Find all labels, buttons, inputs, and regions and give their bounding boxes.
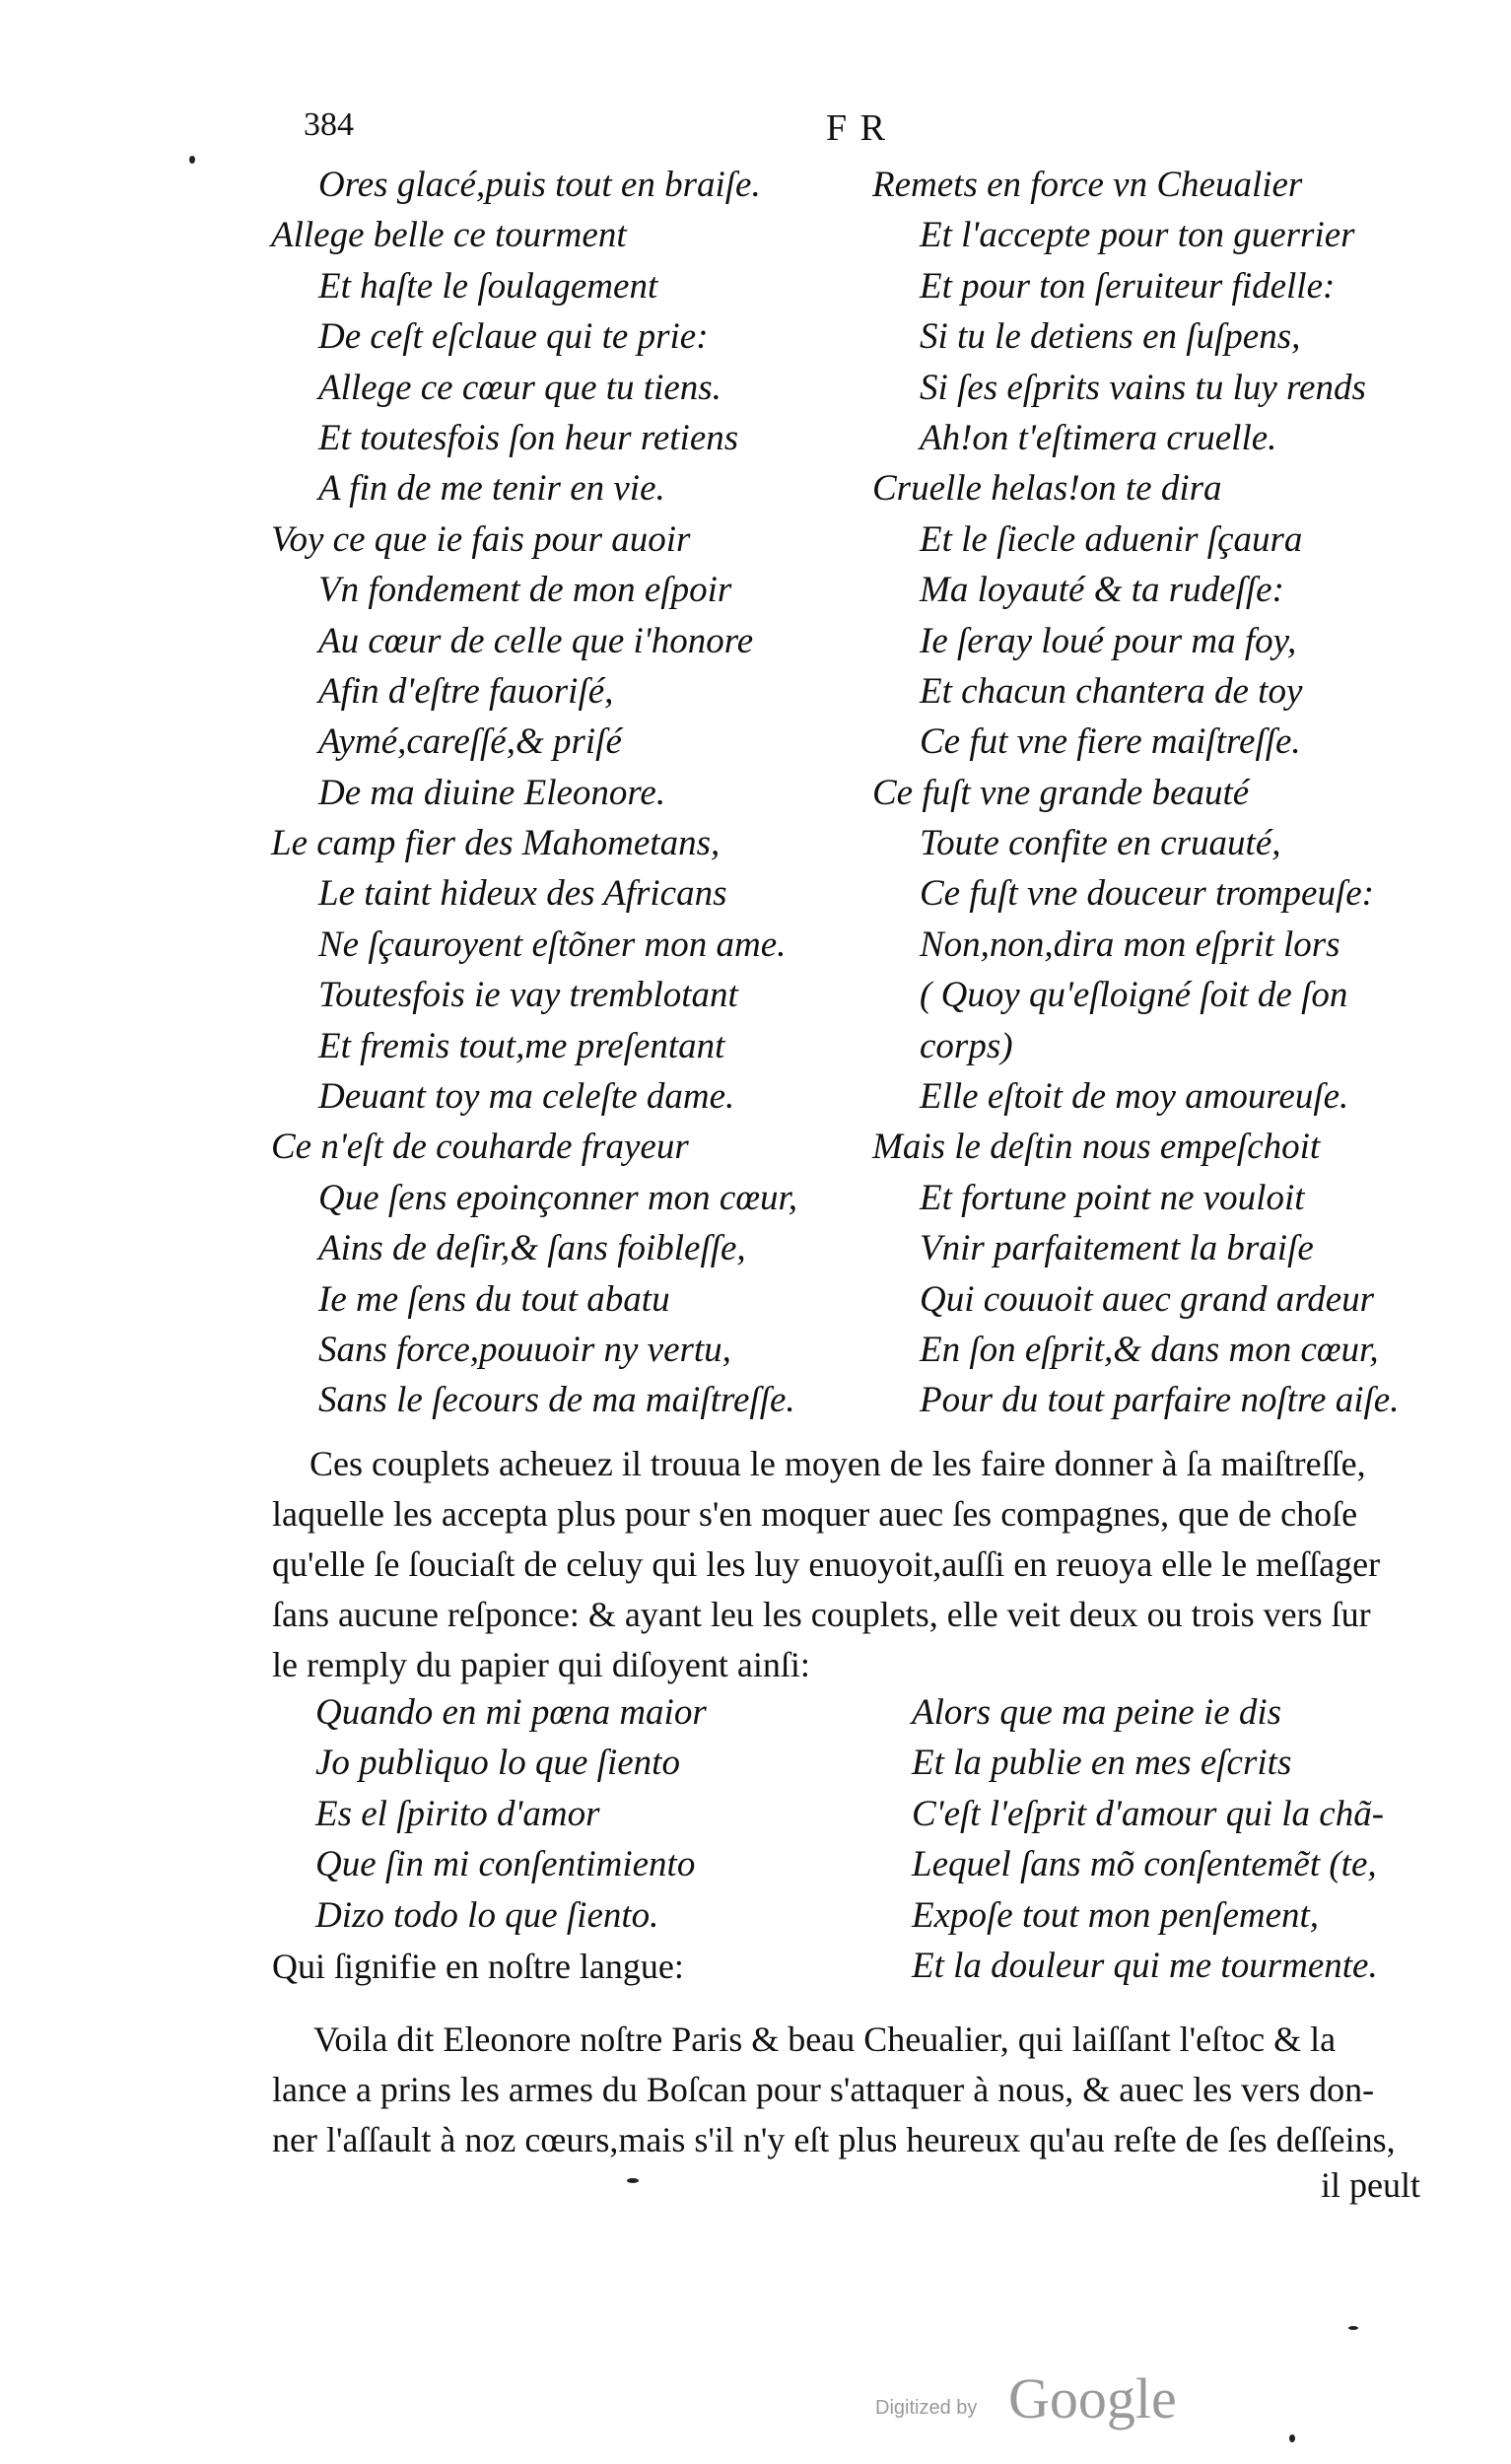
ink-speck	[189, 156, 195, 164]
prose-paragraph-2	[272, 2015, 1455, 2165]
verse-line: Voy ce que ie fais pour auoir	[271, 518, 691, 560]
verse-line: Aymé,careſſé,& priſé	[318, 721, 622, 763]
page-header	[0, 106, 1511, 156]
verse-line: Et toutesfois ſon heur retiens	[318, 417, 739, 458]
verse-line: Et pour ton ſeruiteur fidelle:	[920, 265, 1336, 307]
verse-line: Remets en force vn Cheualier	[872, 165, 1303, 205]
verse-line: Expoſe tout mon penſement,	[912, 1894, 1320, 1936]
verse-line: Toute confite en cruauté,	[920, 823, 1281, 864]
verse-line: Ma loyauté & ta rudeſſe:	[920, 570, 1284, 611]
verse-line: En ſon eſprit,& dans mon cœur,	[920, 1329, 1379, 1370]
verse-line: Si tu le detiens en ſuſpens,	[920, 316, 1301, 358]
verse-line: Sans le ſecours de ma maiſtreſſe.	[318, 1380, 795, 1421]
verse-line: A fin de me tenir en vie.	[318, 468, 665, 510]
verse-line: Ie ſeray loué pour ma foy,	[920, 620, 1297, 661]
prose-line: le remply du papier qui diſoyent ainſi:	[272, 1645, 810, 1684]
verse-line: Ce fut vne fiere maiſtreſſe.	[920, 721, 1301, 763]
prose-line: Voila dit Eleonore noſtre Paris & beau Cheualier, qui laiſſant l'eſtoc & la	[313, 2019, 1337, 2059]
verse-line: Et fortune point ne vouloit	[920, 1177, 1305, 1218]
ink-speck	[627, 2178, 639, 2183]
verse-line: Toutesfois ie vay tremblotant	[318, 975, 738, 1016]
verse-line: Ie me ſens du tout abatu	[318, 1278, 670, 1320]
digitized-by-label: Digitized by	[875, 2397, 978, 2419]
verse-line: Ores glacé,puis tout en braiſe.	[318, 165, 761, 205]
verse-line: Allege belle ce tourment	[271, 215, 627, 256]
verse-line: Dizo todo lo que ſiento.	[315, 1894, 659, 1936]
verse-line: Ah!on t'eſtimera cruelle.	[920, 417, 1277, 458]
verse-line: De ma diuine Eleonore.	[318, 772, 666, 813]
verse-line: Et la douleur qui me tourmente.	[912, 1945, 1378, 1986]
prose-line: laquelle les accepta plus pour s'en moquer auec ſes compagnes, que de choſe	[272, 1494, 1358, 1534]
verse-line: Non,non,dira mon eſprit lors	[920, 924, 1340, 965]
verse-line: Et chacun chantera de toy	[920, 670, 1303, 712]
verse-line: Cruelle helas!on te dira	[872, 468, 1222, 510]
ink-speck	[1348, 2326, 1358, 2330]
verse-line: De ceſt eſclaue qui te prie:	[318, 316, 709, 358]
verse-right-column	[872, 160, 1399, 1426]
prose-line: ſans aucune reſponce: & ayant leu les couplets, elle veit deux ou trois vers ſur	[272, 1595, 1371, 1634]
prose-line: lance a prins les armes du Boſcan pour s'attaquer à nous, & auec les vers don-	[272, 2070, 1375, 2109]
verse-line: Ains de deſir,& ſans foibleſſe,	[318, 1228, 746, 1269]
verse-line: Pour du tout parfaire noſtre aiſe.	[920, 1380, 1400, 1421]
french-translation-verse	[912, 1687, 1384, 1991]
verse-line: Et la publie en mes eſcrits	[912, 1743, 1292, 1784]
verse-line: Afin d'eſtre fauoriſé,	[318, 670, 614, 712]
verse-line: Que ſens epoinçonner mon cœur,	[318, 1177, 798, 1218]
verse-left-column	[271, 160, 797, 1426]
verse-line: Ce fuſt vne douceur trompeuſe:	[920, 873, 1375, 915]
prose-line: ner l'aſſault à noz cœurs,mais s'il n'y eſt plus heureux qu'au reſte de ſes deſſeins,	[272, 2120, 1396, 2159]
running-head: F R	[826, 107, 887, 149]
verse-line: Mais le deſtin nous empeſchoit	[872, 1127, 1321, 1168]
qui-signifie-line: Qui ſignifie en noſtre langue:	[272, 1947, 684, 1986]
verse-line: corps)	[920, 1025, 1013, 1066]
prose-line: qu'elle ſe ſouciaſt de celuy qui les luy enuoyoit,auſſi en reuoya elle le meſſager	[272, 1544, 1381, 1584]
verse-line: Es el ſpirito d'amor	[315, 1793, 600, 1834]
verse-line: Lequel ſans mõ conſentemẽt (te,	[912, 1844, 1377, 1885]
verse-line: Jo publiquo lo que ſiento	[315, 1743, 680, 1784]
verse-line: Le camp fier des Mahometans,	[271, 823, 721, 864]
verse-line: Si ſes eſprits vains tu luy rends	[920, 367, 1366, 408]
verse-line: Et fremis tout,me preſentant	[318, 1025, 725, 1066]
verse-line: Et l'accepte pour ton guerrier	[920, 215, 1355, 256]
verse-line: Ce n'eſt de couharde frayeur	[271, 1127, 689, 1168]
google-logo: Google	[1008, 2366, 1177, 2430]
ink-speck	[1289, 2434, 1295, 2442]
verse-line: Et haſte le ſoulagement	[318, 265, 658, 307]
verse-line: ( Quoy qu'eſloigné ſoit de ſon	[920, 975, 1348, 1016]
catchword: il peult	[1321, 2165, 1420, 2205]
verse-line: Elle eſtoit de moy amoureuſe.	[920, 1076, 1349, 1118]
verse-line: Quando en mi pœna maior	[315, 1692, 707, 1733]
verse-line: C'eſt l'eſprit d'amour qui la chã-	[912, 1793, 1385, 1834]
prose-paragraph-1	[272, 1439, 1455, 1690]
verse-line: Ce fuſt vne grande beauté	[872, 772, 1250, 813]
prose-line: Ces couplets acheuez il trouua le moyen de les faire donner à ſa maiſtreſſe,	[309, 1444, 1366, 1483]
verse-line: Allege ce cœur que tu tiens.	[318, 367, 721, 408]
verse-line: Et le ſiecle aduenir ſçaura	[920, 518, 1303, 560]
verse-line: Sans force,pouuoir ny vertu,	[318, 1329, 731, 1370]
verse-line: Que ſin mi conſentimiento	[315, 1844, 696, 1885]
verse-line: Ne ſçauroyent eſtõner mon ame.	[318, 924, 787, 965]
verse-line: Qui couuoit auec grand ardeur	[920, 1278, 1375, 1320]
verse-line: Au cœur de celle que i'honore	[318, 620, 754, 661]
page-number: 384	[304, 106, 354, 143]
verse-line: Vnir parfaitement la braiſe	[920, 1228, 1314, 1269]
verse-line: Vn fondement de mon eſpoir	[318, 570, 732, 611]
spanish-verse	[315, 1687, 707, 1941]
verse-line: Deuant toy ma celeſte dame.	[318, 1076, 735, 1118]
verse-line: Le taint hideux des Africans	[318, 873, 727, 915]
verse-line: Alors que ma peine ie dis	[912, 1692, 1282, 1733]
